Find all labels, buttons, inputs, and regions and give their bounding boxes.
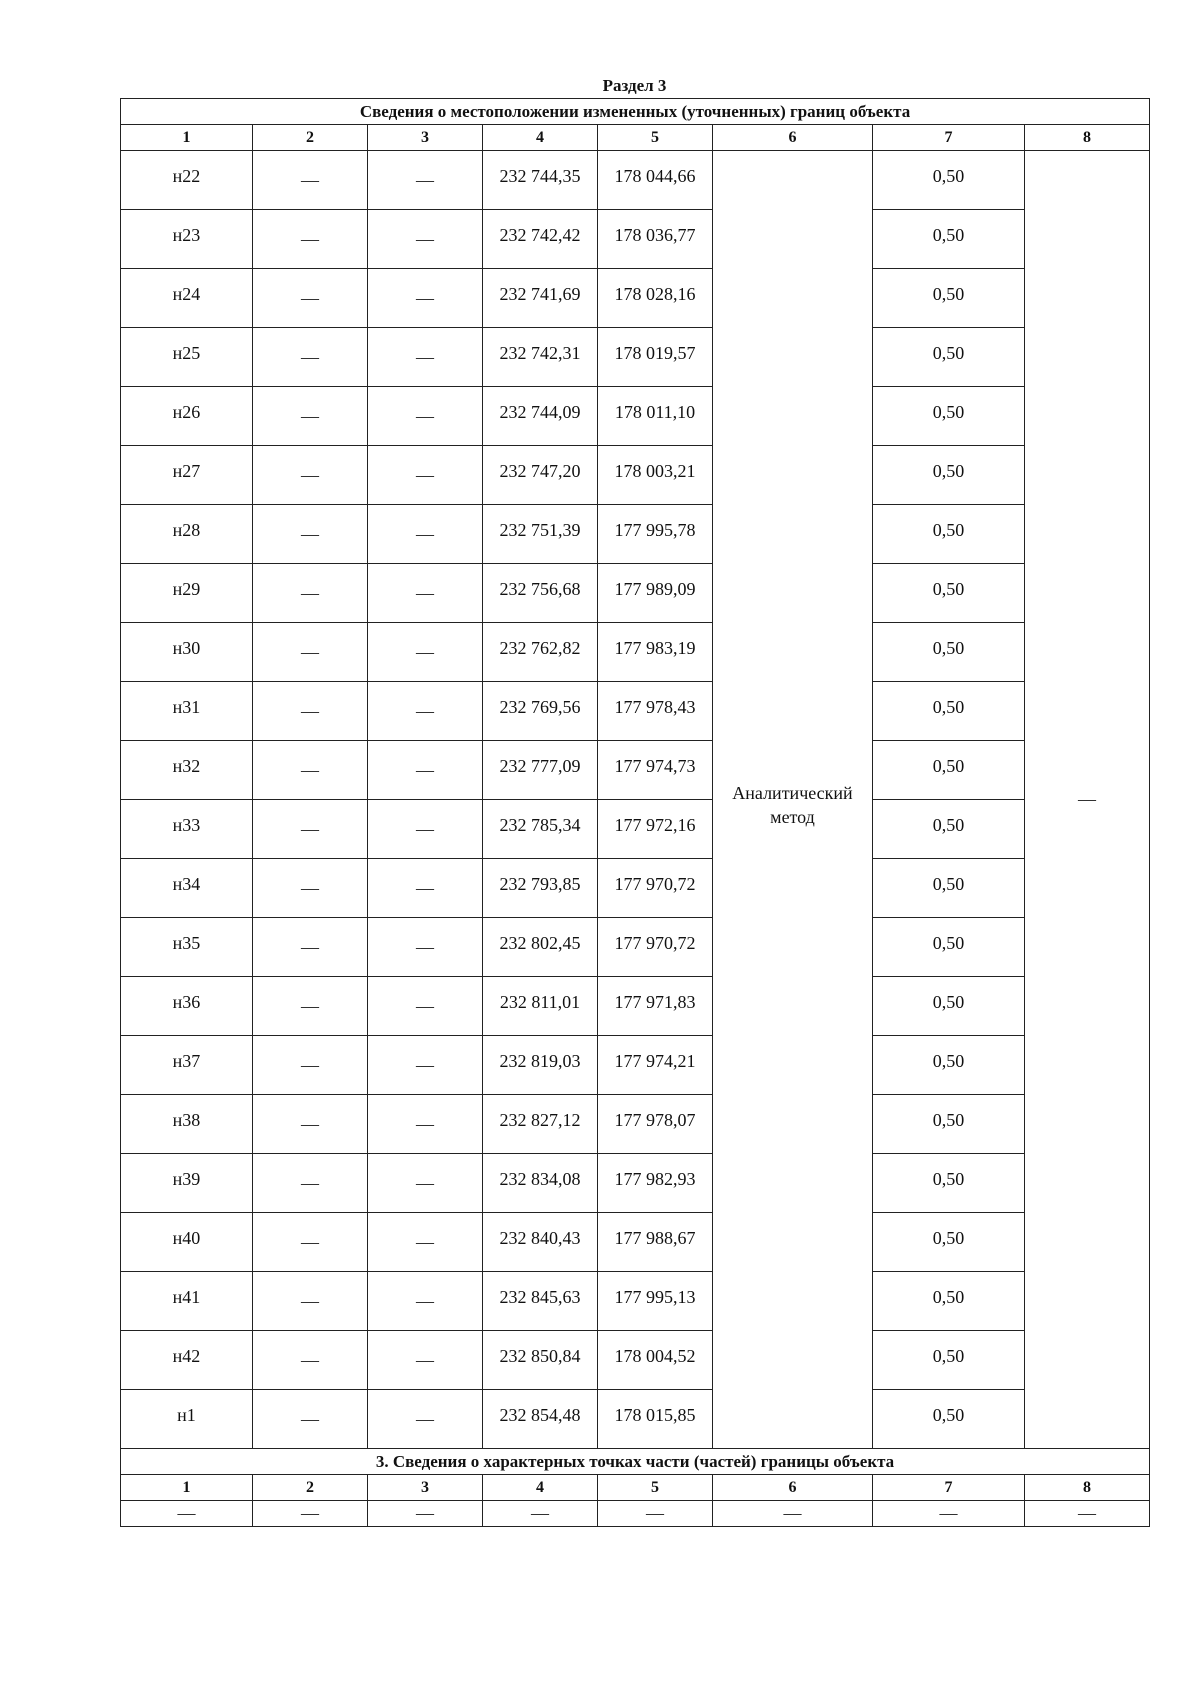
table-row [121,151,1150,210]
table-row [121,1331,1150,1390]
table-row [121,859,1150,918]
coordinate-x: 232 756,68 [483,564,598,623]
point-name: н25 [121,328,253,387]
accuracy-value: 0,50 [873,1213,1025,1272]
column-numbers-row [121,1475,1150,1501]
table-row [121,800,1150,859]
coordinate-x: 232 744,35 [483,151,598,210]
empty-dash: — [253,741,368,800]
coordinate-x: 232 854,48 [483,1390,598,1449]
table-row [121,269,1150,328]
point-name: н38 [121,1095,253,1154]
table-row [121,1390,1150,1449]
empty-dash: — [253,1501,368,1527]
coordinate-x: 232 834,08 [483,1154,598,1213]
column-numbers-row [121,125,1150,151]
accuracy-value: 0,50 [873,446,1025,505]
empty-dash: — [873,1501,1025,1527]
empty-dash: — [483,1501,598,1527]
empty-dash: — [253,387,368,446]
accuracy-value: 0,50 [873,859,1025,918]
empty-dash: — [368,859,483,918]
table-row [121,1095,1150,1154]
point-name: н23 [121,210,253,269]
point-name: н33 [121,800,253,859]
coordinate-x: 232 845,63 [483,1272,598,1331]
coordinate-y: 178 011,10 [598,387,713,446]
empty-dash: — [368,387,483,446]
table-row [121,387,1150,446]
coordinate-x: 232 785,34 [483,800,598,859]
empty-dash: — [368,1036,483,1095]
column-number: 8 [1025,125,1150,151]
column-number: 2 [253,1475,368,1501]
point-name: н35 [121,918,253,977]
accuracy-value: 0,50 [873,1154,1025,1213]
coordinate-x: 232 747,20 [483,446,598,505]
point-name: н29 [121,564,253,623]
coordinate-y: 178 015,85 [598,1390,713,1449]
table-row [121,741,1150,800]
point-name: н39 [121,1154,253,1213]
accuracy-value: 0,50 [873,151,1025,210]
table-row [121,1036,1150,1095]
coordinate-x: 232 802,45 [483,918,598,977]
empty-dash: — [253,1331,368,1390]
coordinate-y: 178 044,66 [598,151,713,210]
accuracy-value: 0,50 [873,741,1025,800]
column-number: 4 [483,1475,598,1501]
column-number: 1 [121,1475,253,1501]
coordinate-y: 178 004,52 [598,1331,713,1390]
table-row [121,328,1150,387]
table-row [121,1501,1150,1527]
empty-dash: — [253,859,368,918]
empty-dash: — [368,623,483,682]
accuracy-value: 0,50 [873,800,1025,859]
table-row [121,446,1150,505]
empty-dash: — [368,210,483,269]
coordinate-x: 232 742,31 [483,328,598,387]
empty-dash: — [368,269,483,328]
empty-dash: — [253,1272,368,1331]
point-name: н26 [121,387,253,446]
column-number: 5 [598,125,713,151]
point-name: н37 [121,1036,253,1095]
coordinate-y: 177 974,73 [598,741,713,800]
empty-dash: — [368,1331,483,1390]
coordinate-x: 232 741,69 [483,269,598,328]
empty-dash: — [253,446,368,505]
point-name: н41 [121,1272,253,1331]
empty-dash: — [1025,1501,1150,1527]
column-number: 3 [368,125,483,151]
accuracy-value: 0,50 [873,210,1025,269]
empty-dash: — [1025,151,1150,1449]
accuracy-value: 0,50 [873,269,1025,328]
column-number: 3 [368,1475,483,1501]
coordinate-y: 178 019,57 [598,328,713,387]
coordinate-x: 232 840,43 [483,1213,598,1272]
coordinate-y: 177 995,78 [598,505,713,564]
coordinate-x: 232 762,82 [483,623,598,682]
empty-dash: — [253,151,368,210]
coordinate-x: 232 751,39 [483,505,598,564]
accuracy-value: 0,50 [873,1272,1025,1331]
coordinate-x: 232 777,09 [483,741,598,800]
empty-dash: — [253,682,368,741]
empty-dash: — [368,682,483,741]
coordinate-x: 232 811,01 [483,977,598,1036]
table-row [121,977,1150,1036]
column-number: 8 [1025,1475,1150,1501]
point-name: н30 [121,623,253,682]
coordinate-x: 232 742,42 [483,210,598,269]
empty-dash: — [368,1154,483,1213]
accuracy-value: 0,50 [873,1331,1025,1390]
empty-dash: — [253,328,368,387]
table-row [121,564,1150,623]
coordinate-y: 178 003,21 [598,446,713,505]
coordinate-y: 177 970,72 [598,859,713,918]
table-row [121,623,1150,682]
accuracy-value: 0,50 [873,977,1025,1036]
coordinate-y: 177 978,07 [598,1095,713,1154]
column-number: 5 [598,1475,713,1501]
empty-dash: — [253,269,368,328]
accuracy-value: 0,50 [873,918,1025,977]
coordinate-x: 232 819,03 [483,1036,598,1095]
table-row [121,682,1150,741]
table-row [121,210,1150,269]
table-row [121,505,1150,564]
empty-dash: — [713,1501,873,1527]
empty-dash: — [253,210,368,269]
empty-dash: — [368,1213,483,1272]
coordinate-y: 178 036,77 [598,210,713,269]
point-name: н32 [121,741,253,800]
point-name: н28 [121,505,253,564]
empty-dash: — [368,1390,483,1449]
column-number: 1 [121,125,253,151]
coordinate-x: 232 793,85 [483,859,598,918]
accuracy-value: 0,50 [873,623,1025,682]
empty-dash: — [368,1501,483,1527]
empty-dash: — [368,446,483,505]
accuracy-value: 0,50 [873,505,1025,564]
point-name: н31 [121,682,253,741]
table-row [121,918,1150,977]
empty-dash: — [253,1390,368,1449]
empty-dash: — [253,564,368,623]
empty-dash: — [253,1213,368,1272]
coordinate-y: 177 988,67 [598,1213,713,1272]
column-number: 7 [873,1475,1025,1501]
column-number: 6 [713,1475,873,1501]
coordinate-x: 232 769,56 [483,682,598,741]
accuracy-value: 0,50 [873,564,1025,623]
coordinate-y: 177 971,83 [598,977,713,1036]
section-title: Раздел 3 [602,76,667,95]
point-name: н42 [121,1331,253,1390]
empty-dash: — [253,505,368,564]
point-name: н1 [121,1390,253,1449]
method-cell: Аналитический метод [713,151,873,1449]
accuracy-value: 0,50 [873,1095,1025,1154]
empty-dash: — [253,800,368,859]
coordinate-x: 232 827,12 [483,1095,598,1154]
column-number: 6 [713,125,873,151]
empty-dash: — [368,800,483,859]
empty-dash: — [368,977,483,1036]
coordinate-y: 177 983,19 [598,623,713,682]
column-number: 4 [483,125,598,151]
empty-dash: — [121,1501,253,1527]
point-name: н36 [121,977,253,1036]
empty-dash: — [368,1095,483,1154]
table-row [121,1272,1150,1331]
accuracy-value: 0,50 [873,1036,1025,1095]
empty-dash: — [368,151,483,210]
accuracy-value: 0,50 [873,387,1025,446]
coordinate-y: 177 978,43 [598,682,713,741]
boundary-table [120,98,1150,1527]
accuracy-value: 0,50 [873,328,1025,387]
empty-dash: — [253,918,368,977]
coordinate-x: 232 744,09 [483,387,598,446]
empty-dash: — [368,505,483,564]
coordinate-y: 178 028,16 [598,269,713,328]
coordinate-y: 177 989,09 [598,564,713,623]
empty-dash: — [368,741,483,800]
coordinate-y: 177 974,21 [598,1036,713,1095]
coordinate-x: 232 850,84 [483,1331,598,1390]
point-name: н22 [121,151,253,210]
column-number: 7 [873,125,1025,151]
parts-title: 3. Сведения о характерных точках части (частей) границы объекта [121,1449,1150,1475]
accuracy-value: 0,50 [873,682,1025,741]
coordinate-y: 177 970,72 [598,918,713,977]
empty-dash: — [253,1095,368,1154]
empty-dash: — [253,1036,368,1095]
empty-dash: — [368,918,483,977]
empty-dash: — [253,1154,368,1213]
empty-dash: — [253,623,368,682]
coordinate-y: 177 995,13 [598,1272,713,1331]
empty-dash: — [598,1501,713,1527]
table-row [121,1213,1150,1272]
point-name: н34 [121,859,253,918]
empty-dash: — [368,1272,483,1331]
point-name: н27 [121,446,253,505]
column-number: 2 [253,125,368,151]
point-name: н24 [121,269,253,328]
coordinate-y: 177 972,16 [598,800,713,859]
coordinate-y: 177 982,93 [598,1154,713,1213]
empty-dash: — [368,564,483,623]
empty-dash: — [368,328,483,387]
empty-dash: — [253,977,368,1036]
accuracy-value: 0,50 [873,1390,1025,1449]
table-title: Сведения о местоположении измененных (уточненных) границ объекта [121,99,1150,125]
table-row [121,1154,1150,1213]
point-name: н40 [121,1213,253,1272]
